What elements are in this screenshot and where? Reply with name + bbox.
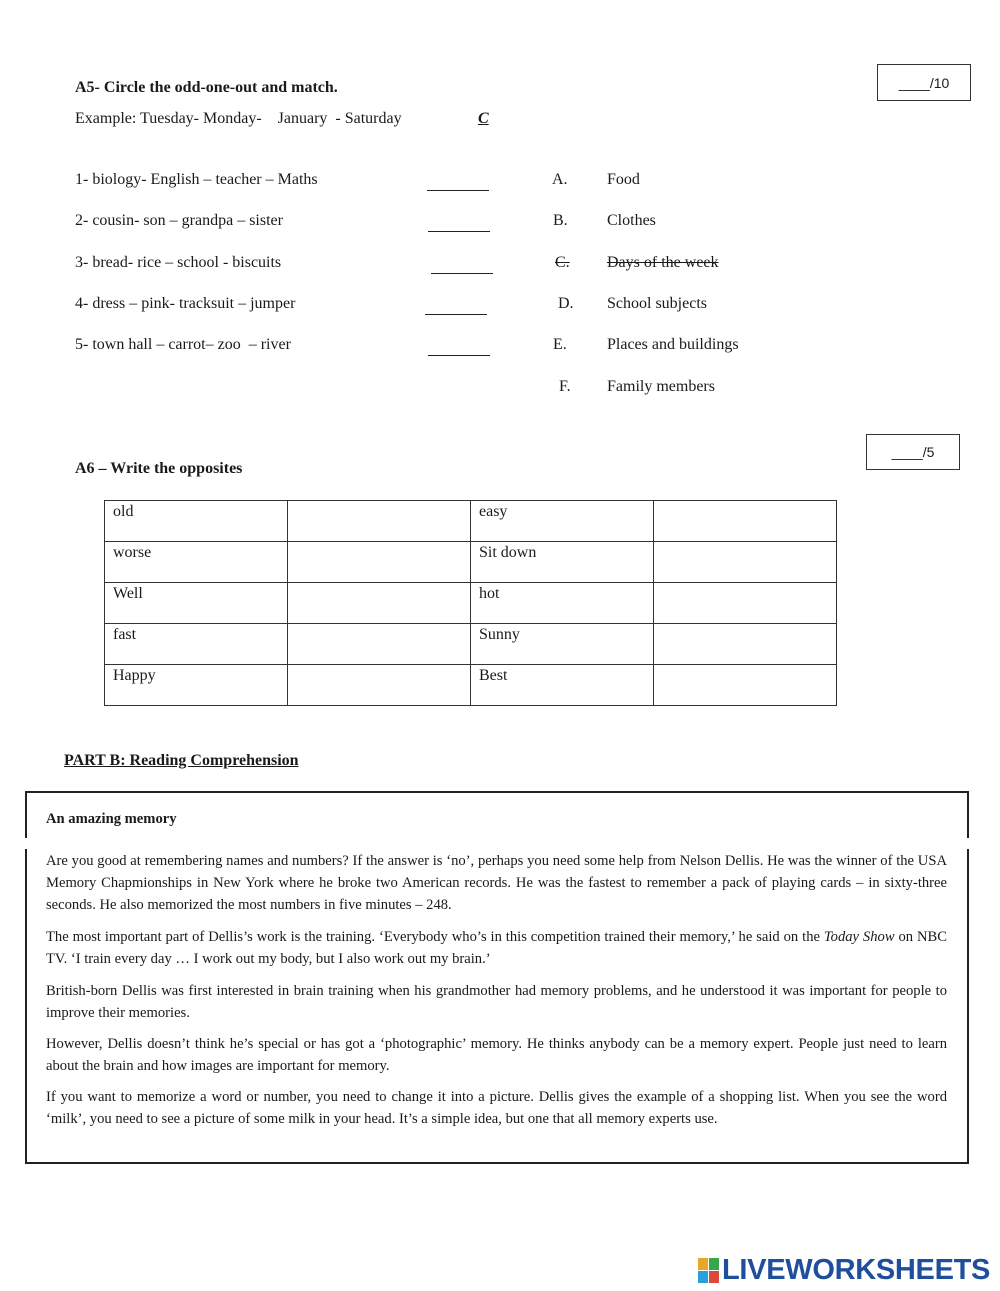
a5-item-1: 1- biology- English – teacher – Maths: [75, 171, 318, 188]
word-cell: old: [105, 501, 288, 542]
answer-cell[interactable]: [288, 665, 471, 706]
category-places-buildings: Places and buildings: [607, 336, 739, 353]
opposite-input-easy[interactable]: [662, 503, 832, 539]
opposite-input-sunny[interactable]: [662, 626, 832, 662]
category-letter-c: C.: [555, 254, 570, 271]
answer-cell[interactable]: [288, 583, 471, 624]
reading-box-border: [25, 791, 27, 838]
show-title: Today Show: [823, 929, 895, 945]
a5-score-box: ____/10: [877, 64, 971, 101]
part-b-title: PART B: Reading Comprehension: [64, 752, 299, 769]
category-letter-d: D.: [558, 295, 574, 312]
a5-item-4: 4- dress – pink- tracksuit – jumper: [75, 295, 296, 312]
reading-title: An amazing memory: [46, 811, 177, 827]
word-cell: easy: [471, 501, 654, 542]
a5-item-5: 5- town hall – carrot– zoo – river: [75, 336, 291, 353]
category-days-of-week: Days of the week: [607, 254, 719, 271]
a5-answer-5[interactable]: [428, 337, 490, 356]
category-food: Food: [607, 171, 640, 188]
logo-text: LIVEWORKSHEETS: [722, 1254, 991, 1286]
table-row: [105, 665, 837, 706]
answer-cell[interactable]: [288, 542, 471, 583]
opposite-input-happy[interactable]: [296, 667, 466, 703]
opposite-input-fast[interactable]: [296, 626, 466, 662]
a5-answer-2[interactable]: [428, 213, 490, 232]
table-row: [105, 501, 837, 542]
reading-paragraph-4: However, Dellis doesn’t think he’s special or has got a ‘photographic’ memory. He thinks anybody can be a memory expert. People just need to learn about the brain and how images are important for memory.: [46, 1036, 947, 1074]
a5-answer-3[interactable]: [431, 255, 493, 274]
a5-answer-4[interactable]: [425, 296, 487, 315]
answer-cell[interactable]: [654, 583, 837, 624]
logo-square: [698, 1271, 708, 1283]
a5-answer-1[interactable]: [427, 172, 489, 191]
category-letter-f: F.: [559, 378, 571, 395]
table-row: [105, 624, 837, 665]
a5-example-text: Example: Tuesday- Monday- January - Saturday: [75, 110, 402, 127]
logo-square: [698, 1258, 708, 1270]
table-row: [105, 542, 837, 583]
answer-cell[interactable]: [654, 624, 837, 665]
opposite-input-sit-down[interactable]: [662, 544, 832, 580]
answer-cell[interactable]: [654, 501, 837, 542]
table-row: [105, 583, 837, 624]
category-family-members: Family members: [607, 378, 715, 395]
answer-cell[interactable]: [288, 624, 471, 665]
reading-box-border: [25, 849, 27, 1164]
paragraph-text: on NBC TV. ‘I train every day … I work out my body, but I also work out my brain.’: [46, 929, 947, 967]
answer-cell[interactable]: [288, 501, 471, 542]
opposite-input-worse[interactable]: [296, 544, 466, 580]
reading-paragraph-2: [46, 926, 947, 970]
category-letter-e: E.: [553, 336, 567, 353]
reading-paragraph-5: If you want to memorize a word or number, you need to change it into a picture. Dellis gives the example of a shopping list. When you see the word ‘milk’, you need to see a picture of some milk in your head. It’s a simple idea, but one that all memory experts use.: [46, 1089, 947, 1127]
word-cell: Well: [105, 583, 288, 624]
a6-title: A6 – Write the opposites: [75, 460, 243, 477]
logo-square: [709, 1271, 719, 1283]
logo-mark-icon: [698, 1258, 719, 1283]
category-letter-a: A.: [552, 171, 568, 188]
opposite-input-hot[interactable]: [662, 585, 832, 621]
word-cell: fast: [105, 624, 288, 665]
liveworksheets-logo[interactable]: [698, 1254, 990, 1287]
category-clothes: Clothes: [607, 212, 656, 229]
word-cell: Sit down: [471, 542, 654, 583]
category-school-subjects: School subjects: [607, 295, 707, 312]
word-cell: Sunny: [471, 624, 654, 665]
answer-cell[interactable]: [654, 665, 837, 706]
opposite-input-best[interactable]: [662, 667, 832, 703]
a5-item-2: 2- cousin- son – grandpa – sister: [75, 212, 283, 229]
reading-paragraph-3: British-born Dellis was first interested in brain training when his grandmother had memory problems, and he understood it was important for people to improve their memories.: [46, 983, 947, 1021]
word-cell: Best: [471, 665, 654, 706]
a5-title: A5- Circle the odd-one-out and match.: [75, 79, 338, 96]
word-cell: hot: [471, 583, 654, 624]
paragraph-text: The most important part of Dellis’s work is the training. ‘Everybody who’s in this competition trained their memory,’ he said on the: [46, 929, 824, 945]
a6-score-box: ____/5: [866, 434, 960, 470]
logo-square: [709, 1258, 719, 1270]
a5-item-3: 3- bread- rice – school - biscuits: [75, 254, 282, 271]
word-cell: worse: [105, 542, 288, 583]
opposite-input-well[interactable]: [296, 585, 466, 621]
a5-example-answer: C: [478, 110, 489, 127]
opposites-table: [104, 500, 837, 706]
opposite-input-old[interactable]: [296, 503, 466, 539]
answer-cell[interactable]: [654, 542, 837, 583]
reading-box-border: [967, 849, 969, 1164]
word-cell: Happy: [105, 665, 288, 706]
reading-box-border: [967, 791, 969, 838]
reading-paragraph-1: Are you good at remembering names and numbers? If the answer is ‘no’, perhaps you need some help from Nelson Dellis. He was the winner of the USA Memory Chapmionships in New York where he broke two American records. He was the fastest to remember a pack of playing cards – in sixty-three seconds. He also memorized the most numbers in five minutes – 248.: [46, 853, 947, 913]
category-letter-b: B.: [553, 212, 568, 229]
